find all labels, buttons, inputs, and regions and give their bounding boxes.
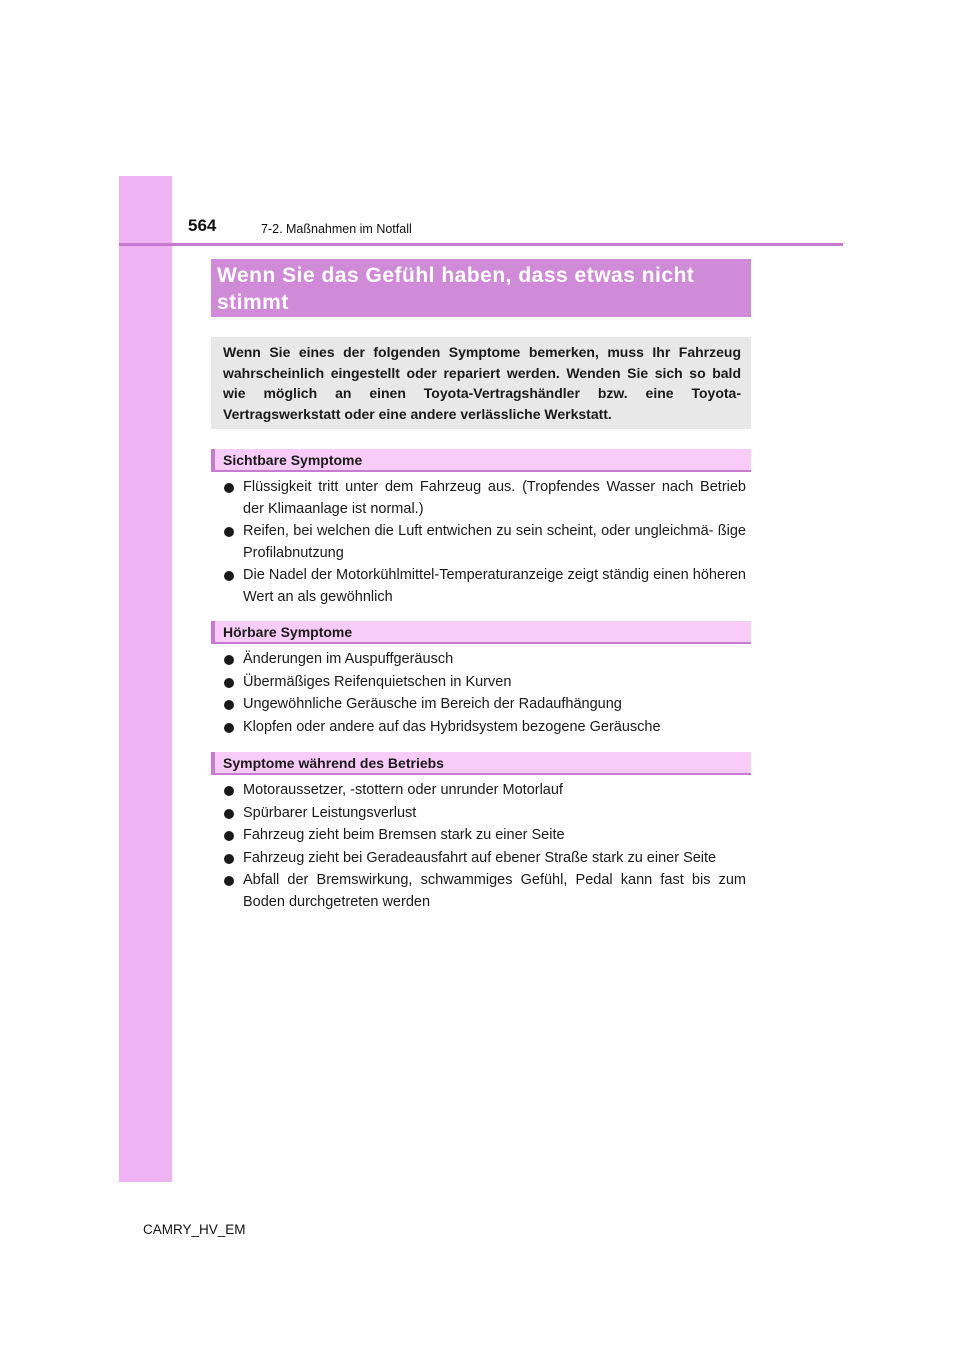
operation-symptoms-list xyxy=(224,780,746,914)
section-heading-label: Symptome während des Betriebs xyxy=(223,755,444,771)
bullet-icon xyxy=(224,831,234,841)
page-number: 564 xyxy=(188,216,217,235)
intro-box xyxy=(211,337,751,429)
header-rule xyxy=(119,243,843,246)
bullet-icon xyxy=(224,876,234,886)
chapter-title: 7-2. Maßnahmen im Notfall xyxy=(261,222,412,236)
bullet-icon xyxy=(224,571,234,581)
list-item: Fahrzeug zieht bei Geradeausfahrt auf ebener Straße stark zu einer Seite xyxy=(224,848,746,870)
bullet-icon xyxy=(224,655,234,665)
bullet-icon xyxy=(224,809,234,819)
bullet-icon xyxy=(224,786,234,796)
section-heading-audible xyxy=(211,621,751,644)
bullet-icon xyxy=(224,700,234,710)
footer-model-code: CAMRY_HV_EM xyxy=(143,1222,246,1237)
bullet-icon xyxy=(224,527,234,537)
list-item: Flüssigkeit tritt unter dem Fahrzeug aus. (Tropfendes Wasser nach Betrieb der Klimaanlage ist normal.) xyxy=(224,477,746,520)
list-item: Motoraussetzer, -stottern oder unrunder Motorlauf xyxy=(224,780,746,802)
list-item: Spürbarer Leistungsverlust xyxy=(224,803,746,825)
visible-symptoms-list xyxy=(224,477,746,609)
section-heading-operation xyxy=(211,752,751,775)
audible-symptoms-list xyxy=(224,649,746,739)
section-heading-label: Sichtbare Symptome xyxy=(223,452,363,468)
bullet-icon xyxy=(224,678,234,688)
list-item: Ungewöhnliche Geräusche im Bereich der Radaufhängung xyxy=(224,694,746,716)
intro-text: Wenn Sie eines der folgenden Symptome bemerken, muss Ihr Fahrzeug wahrscheinlich eingestellt oder repariert werden. Wenden Sie sich so bald wie möglich an einen Toyota-Vertragshändler bzw. eine Toyota-Vertragswerkstatt oder eine andere verlässliche Werkstatt. xyxy=(223,344,741,423)
list-item: Übermäßiges Reifenquietschen in Kurven xyxy=(224,672,746,694)
section-title: Wenn Sie das Gefühl haben, dass etwas nicht stimmt xyxy=(217,264,695,314)
bullet-icon xyxy=(224,854,234,864)
chapter-sidebar-tab xyxy=(119,176,172,1182)
section-heading-label: Hörbare Symptome xyxy=(223,624,353,640)
list-item: Abfall der Bremswirkung, schwammiges Gefühl, Pedal kann fast bis zum Boden durchgetreten werden xyxy=(224,870,746,913)
section-heading-visible xyxy=(211,449,751,472)
list-item: Die Nadel der Motorkühlmittel-Temperaturanzeige zeigt ständig einen höheren Wert an als gewöhnlich xyxy=(224,565,746,608)
list-item: Fahrzeug zieht beim Bremsen stark zu einer Seite xyxy=(224,825,746,847)
list-item: Klopfen oder andere auf das Hybridsystem bezogene Geräusche xyxy=(224,717,746,739)
list-item: Reifen, bei welchen die Luft entwichen zu sein scheint, oder ungleichmä- ßige Profilabnutzung xyxy=(224,521,746,564)
section-title-box xyxy=(211,259,751,317)
bullet-icon xyxy=(224,723,234,733)
list-item: Änderungen im Auspuffgeräusch xyxy=(224,649,746,671)
bullet-icon xyxy=(224,483,234,493)
